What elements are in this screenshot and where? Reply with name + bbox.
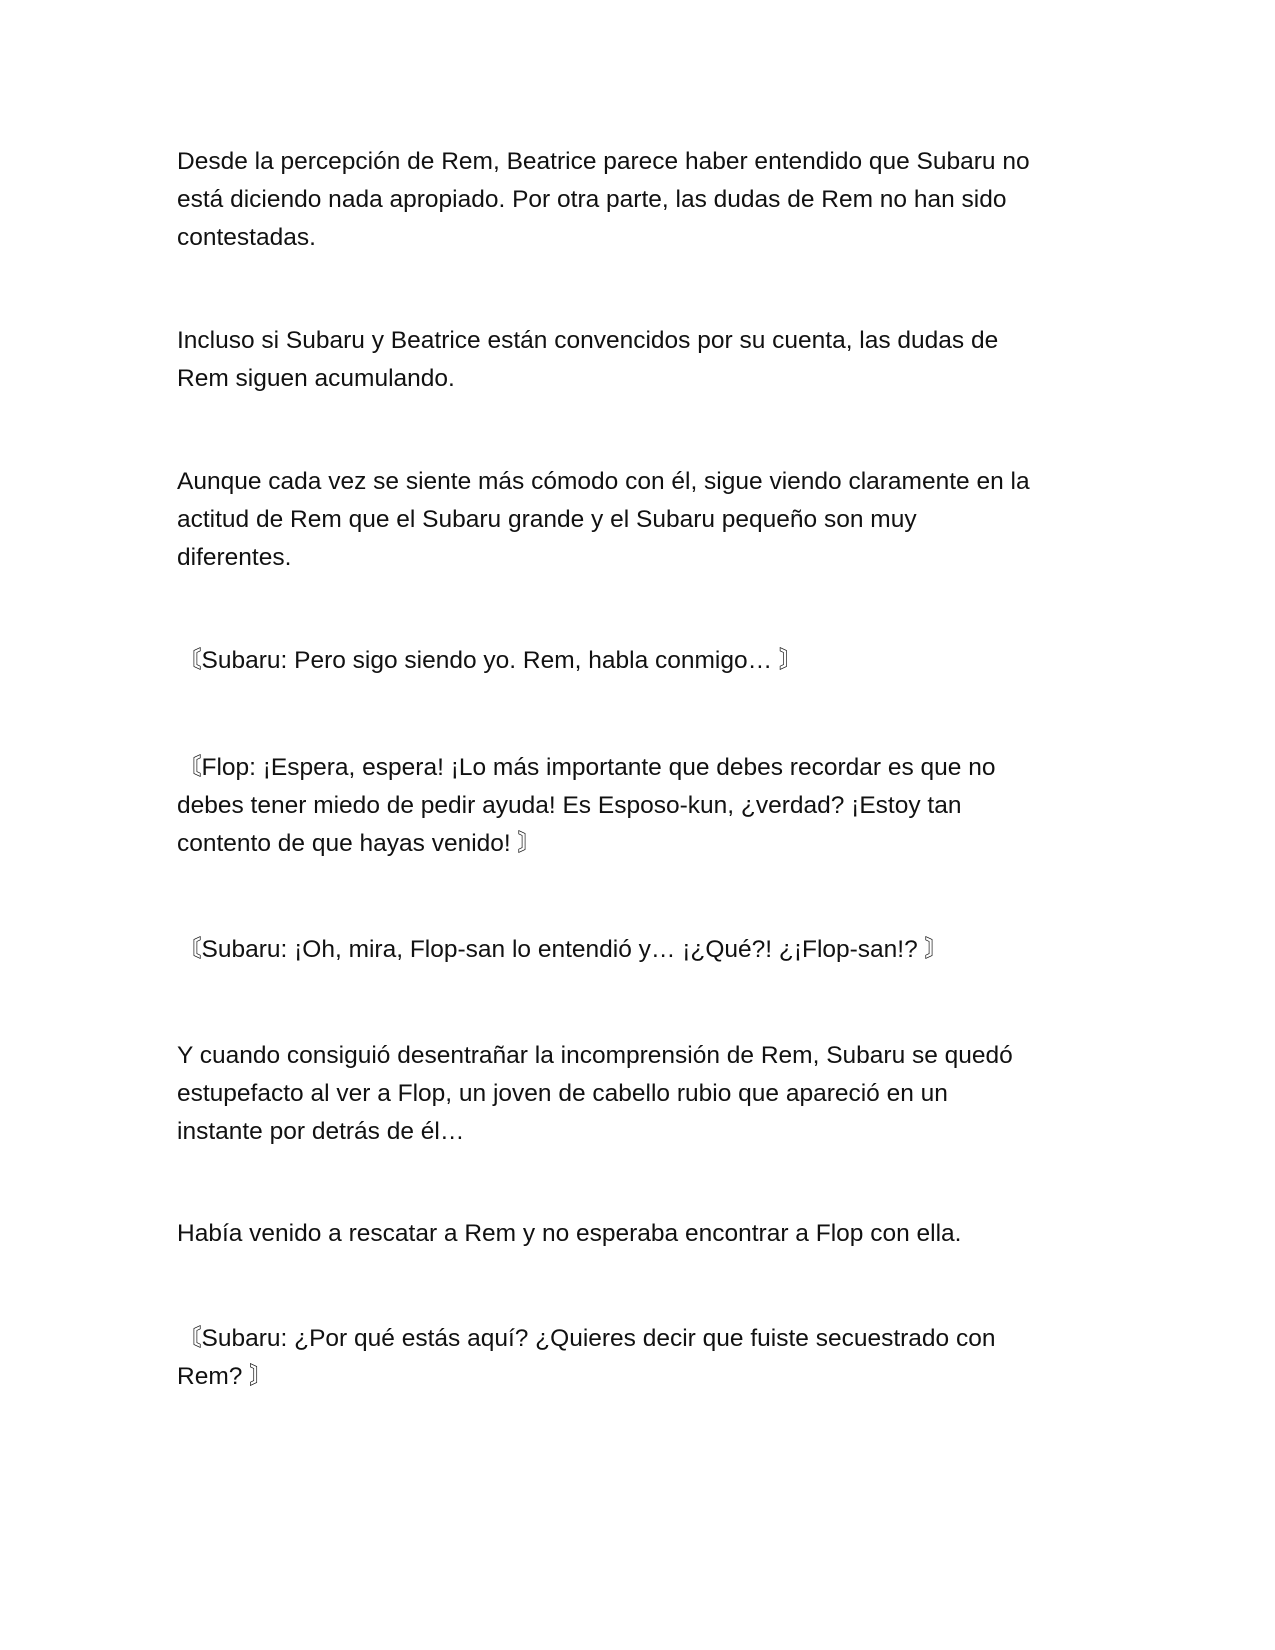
dialogue-subaru-2: 〘Subaru: ¡Oh, mira, Flop-san lo entendió y… ¡¿Qué?! ¿¡Flop-san!? 〙 bbox=[177, 936, 950, 963]
paragraph-3: Aunque cada vez se siente más cómodo con él, sigue viendo claramente en la actitud de Rem que el Subaru grande y el Subaru pequeño son muy diferentes. bbox=[177, 468, 1030, 571]
paragraph-2: Incluso si Subaru y Beatrice están convencidos por su cuenta, las dudas de Rem siguen acumulando. bbox=[177, 327, 999, 392]
paragraph-7: Y cuando consiguió desentrañar la incomprensión de Rem, Subaru se quedó estupefacto al ver a Flop, un joven de cabello rubio que apareció en un instante por detrás de él… bbox=[177, 1042, 1013, 1145]
dialogue-subaru-1: 〘Subaru: Pero sigo siendo yo. Rem, habla conmigo… 〙 bbox=[177, 647, 804, 674]
paragraph-1: Desde la percepción de Rem, Beatrice parece haber entendido que Subaru no está diciendo nada apropiado. Por otra parte, las dudas de Rem no han sido contestadas. bbox=[177, 148, 1030, 251]
dialogue-subaru-3: 〘Subaru: ¿Por qué estás aquí? ¿Quieres decir que fuiste secuestrado con Rem? 〙 bbox=[177, 1325, 996, 1390]
paragraph-8: Había venido a rescatar a Rem y no esperaba encontrar a Flop con ella. bbox=[177, 1220, 962, 1247]
dialogue-flop-1: 〘Flop: ¡Espera, espera! ¡Lo más importante que debes recordar es que no debes tener miedo de pedir ayuda! Es Esposo-kun, ¿verdad? ¡Estoy tan contento de que hayas venido! 〙 bbox=[177, 754, 996, 857]
